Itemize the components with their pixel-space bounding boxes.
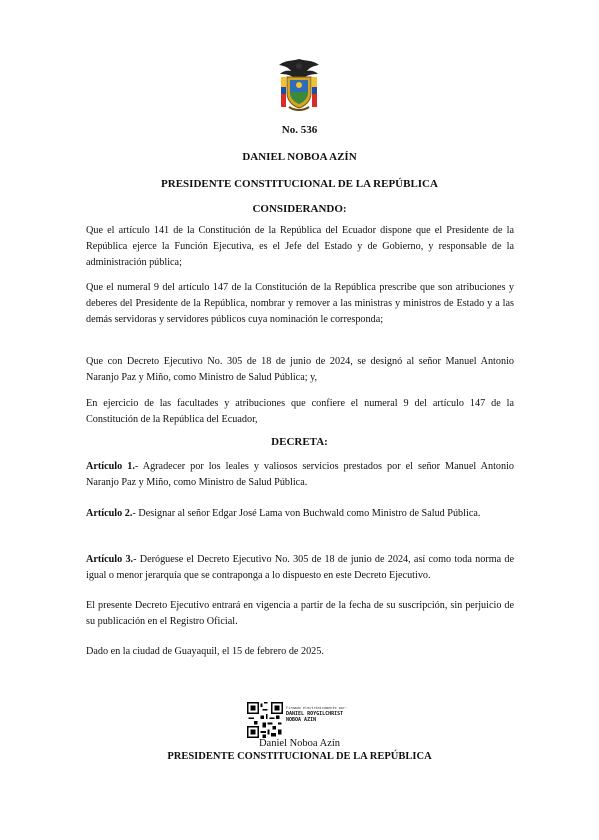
author-name: DANIEL NOBOA AZÍN	[242, 151, 357, 163]
digital-signature-name-line-2: NOBOA AZIN	[286, 716, 317, 723]
digital-signature-name	[286, 712, 343, 723]
article-2	[86, 506, 514, 522]
consideration-1: Que el artículo 141 de la Constitución de la República del Ecuador dispone que el Presidente de la República ejerce la Función Ejecutiva, es el Jefe del Estado y de Gobierno, y responsable de la administración pública;	[86, 225, 514, 268]
digital-signature-name-line-1: DANIEL ROYGILCHRIST	[286, 711, 344, 717]
article-3	[86, 552, 514, 584]
consideration-3: Que con Decreto Ejecutivo No. 305 de 18 de junio de 2024, se designó al señor Manuel Antonio Naranjo Paz y Miño, como Ministro de Salud Pública; y,	[86, 356, 514, 383]
digital-signature-caption: Firmado electrónicamente por:	[286, 706, 348, 710]
considering-heading: CONSIDERANDO:	[252, 203, 347, 215]
article-3-text: - Deróguese el Decreto Ejecutivo No. 305 de 18 de junio de 2024, así como toda norma de igual o menor jerarquía que se contraponga a lo dispuesto en este Decreto Ejecutivo.	[86, 554, 514, 581]
article-1-text: - Agradecer por los leales y valiosos servicios prestados por el señor Manuel Antonio Naranjo Paz y Miño, como Ministro de Salud Pública.	[86, 461, 515, 488]
consideration-2: Que el numeral 9 del artículo 147 de la Constitución de la República prescribe que son atribuciones y deberes del Presidente de la República, nombrar y remover a las ministras y ministros de Estado y a las demás servidoras y servidores públicos cuya nominación le corresponda;	[86, 282, 514, 325]
decree-heading: DECRETA:	[271, 436, 328, 448]
article-1-label: Artículo 1.	[86, 461, 135, 472]
closing-paragraph-2: Dado en la ciudad de Guayaquil, el 15 de febrero de 2025.	[86, 646, 324, 657]
signer-name: Daniel Noboa Azín	[258, 738, 341, 749]
closing-paragraph-1: El presente Decreto Ejecutivo entrará en vigencia a partir de la fecha de su suscripción, sin perjuicio de su publicación en el Registro Oficial.	[86, 600, 514, 627]
consideration-4: En ejercicio de las facultades y atribuciones que confiere el numeral 9 del artículo 147 de la Constitución de la República del Ecuador,	[86, 398, 514, 425]
signer-title: PRESIDENTE CONSTITUCIONAL DE LA REPÚBLICA	[167, 751, 432, 762]
article-2-label: Artículo 2.	[86, 508, 133, 519]
article-2-text: - Designar al señor Edgar José Lama von Buchwald como Ministro de Salud Pública.	[132, 508, 481, 519]
article-1	[86, 459, 514, 491]
article-3-label: Artículo 3.	[86, 554, 134, 565]
decree-number: No. 536	[281, 124, 318, 136]
signature-qr-code-icon	[247, 702, 283, 738]
author-title: PRESIDENTE CONSTITUCIONAL DE LA REPÚBLICA	[161, 178, 438, 190]
coat-of-arms-icon	[275, 57, 323, 113]
